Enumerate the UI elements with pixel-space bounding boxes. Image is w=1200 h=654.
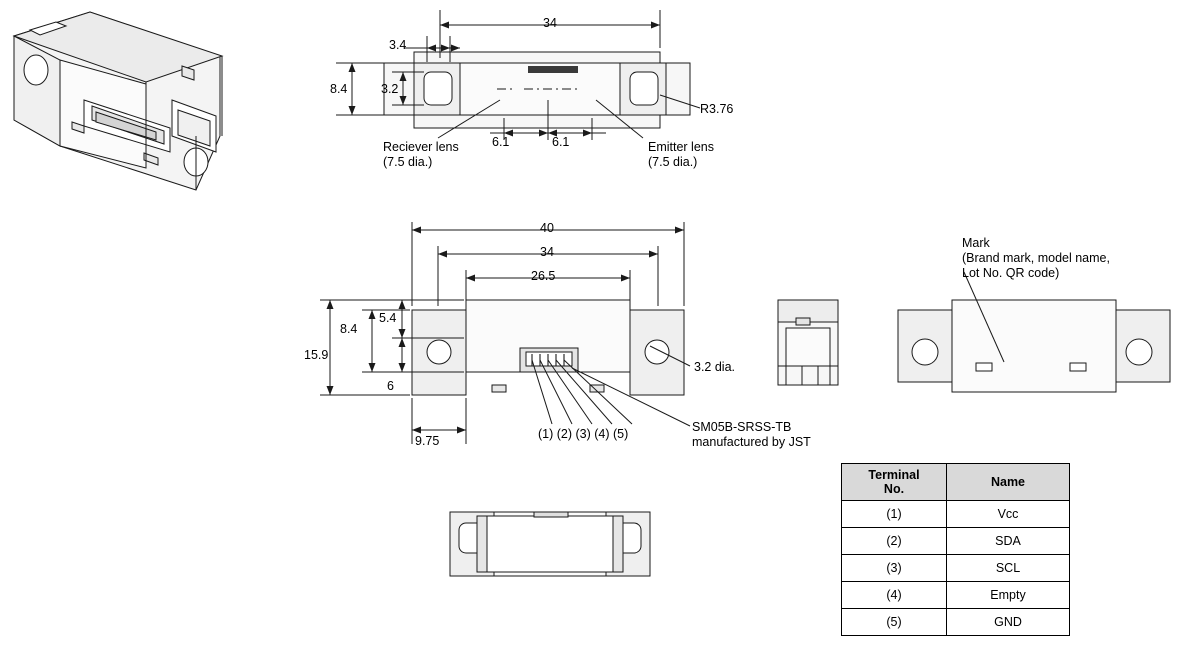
dim-label-6-1-left: 6.1 [492,135,510,149]
header-terminal-no-line2: No. [883,482,905,496]
label-pin-numbers: (1) (2) (3) (4) (5) [538,427,629,441]
cell-terminal-name: SCL [947,555,1070,582]
table-row [842,501,1070,528]
header-terminal-no [842,464,947,501]
table-row [842,528,1070,555]
dim-label-6: 6 [387,379,394,393]
bottom-view-graphic [450,512,650,576]
header-name: Name [947,464,1070,501]
dim-label-34-top: 34 [543,16,557,30]
cell-terminal-no: (5) [842,609,947,636]
cell-terminal-name: GND [947,609,1070,636]
table-row [842,609,1070,636]
label-mark-line2: (Brand mark, model name, [962,251,1110,265]
header-terminal-no-line1: Terminal [868,468,920,482]
isometric-view-graphic [14,12,222,190]
label-emitter-lens-line1: Emitter lens [648,140,714,154]
top-view-graphic [384,52,690,128]
label-mark-line1: Mark [962,236,990,250]
cell-terminal-name: Vcc [947,501,1070,528]
cell-terminal-no: (2) [842,528,947,555]
cell-terminal-no: (3) [842,555,947,582]
dim-label-6-1-right: 6.1 [552,135,570,149]
cell-terminal-name: Empty [947,582,1070,609]
table-header-row [842,464,1070,501]
cell-terminal-no: (4) [842,582,947,609]
dim-label-8-4-top: 8.4 [330,82,348,96]
label-mark-line3: Lot No. QR code) [962,266,1060,280]
dim-label-34-front: 34 [540,245,554,259]
label-3-2-dia: 3.2 dia. [694,360,736,374]
dim-label-8-4-front: 8.4 [340,322,358,336]
dim-label-9-75: 9.75 [415,434,440,448]
table-row [842,555,1070,582]
dim-label-26-5: 26.5 [531,269,556,283]
label-connector-line2: manufactured by JST [692,435,811,449]
dim-15-9 [320,300,410,395]
dim-label-3-4: 3.4 [389,38,407,52]
terminal-table [841,463,1070,636]
label-receiver-lens-line2: (7.5 dia.) [383,155,433,169]
label-connector-line1: SM05B-SRSS-TB [692,420,792,434]
dim-label-5-4: 5.4 [379,311,397,325]
rear-view-graphic [898,272,1170,392]
front-view-graphic [412,300,684,395]
dim-label-3-2-top: 3.2 [381,82,399,96]
dim-label-15-9: 15.9 [304,348,329,362]
label-receiver-lens-line1: Reciever lens [383,140,459,154]
cell-terminal-no: (1) [842,501,947,528]
cell-terminal-name: SDA [947,528,1070,555]
label-emitter-lens-line2: (7.5 dia.) [648,155,698,169]
dim-label-40: 40 [540,221,554,235]
label-r3-76: R3.76 [700,102,734,116]
table-row [842,582,1070,609]
side-view-graphic [778,300,838,385]
